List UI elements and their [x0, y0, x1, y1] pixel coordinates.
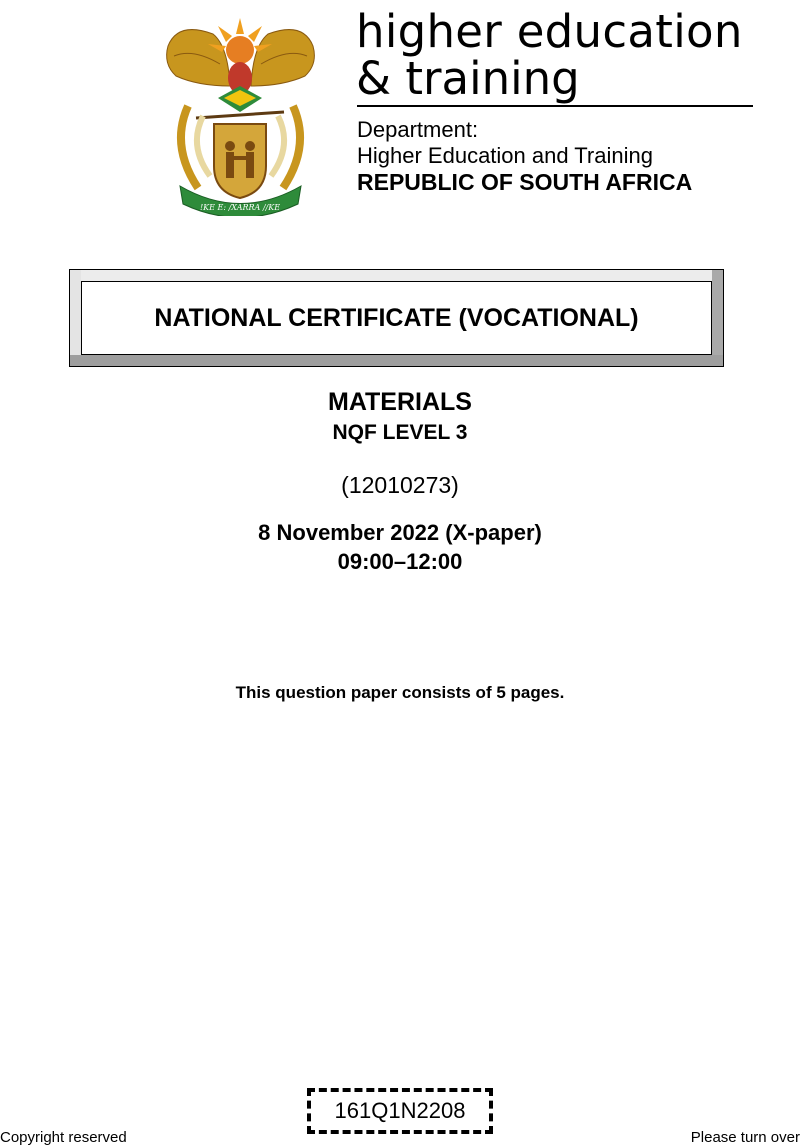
coat-of-arms-icon	[158, 16, 323, 216]
certificate-title-frame	[69, 269, 724, 367]
country-name: REPUBLIC OF SOUTH AFRICA	[357, 169, 693, 195]
copyright-notice: Copyright reserved	[0, 1129, 127, 1146]
department-name: Higher Education and Training	[357, 143, 653, 168]
subject-title: MATERIALS	[328, 388, 472, 416]
brand-line-1: higher education	[356, 5, 743, 58]
exam-date: 8 November 2022 (X-paper)	[258, 520, 542, 545]
pages-note: This question paper consists of 5 pages.	[235, 683, 565, 702]
nqf-level: NQF LEVEL 3	[332, 421, 468, 444]
subject-code: (12010273)	[341, 472, 459, 498]
brand-divider	[357, 105, 753, 107]
brand-line-2: & training	[356, 52, 580, 105]
exam-time: 09:00–12:00	[337, 549, 463, 574]
paper-id: 161Q1N2208	[334, 1098, 466, 1123]
paper-id-box	[307, 1088, 493, 1134]
turn-over-notice: Please turn over	[690, 1129, 800, 1146]
motto-text: !KE E: /XARRA //KE	[199, 203, 281, 212]
department-label: Department:	[357, 117, 479, 142]
certificate-title: NATIONAL CERTIFICATE (VOCATIONAL)	[154, 303, 639, 332]
